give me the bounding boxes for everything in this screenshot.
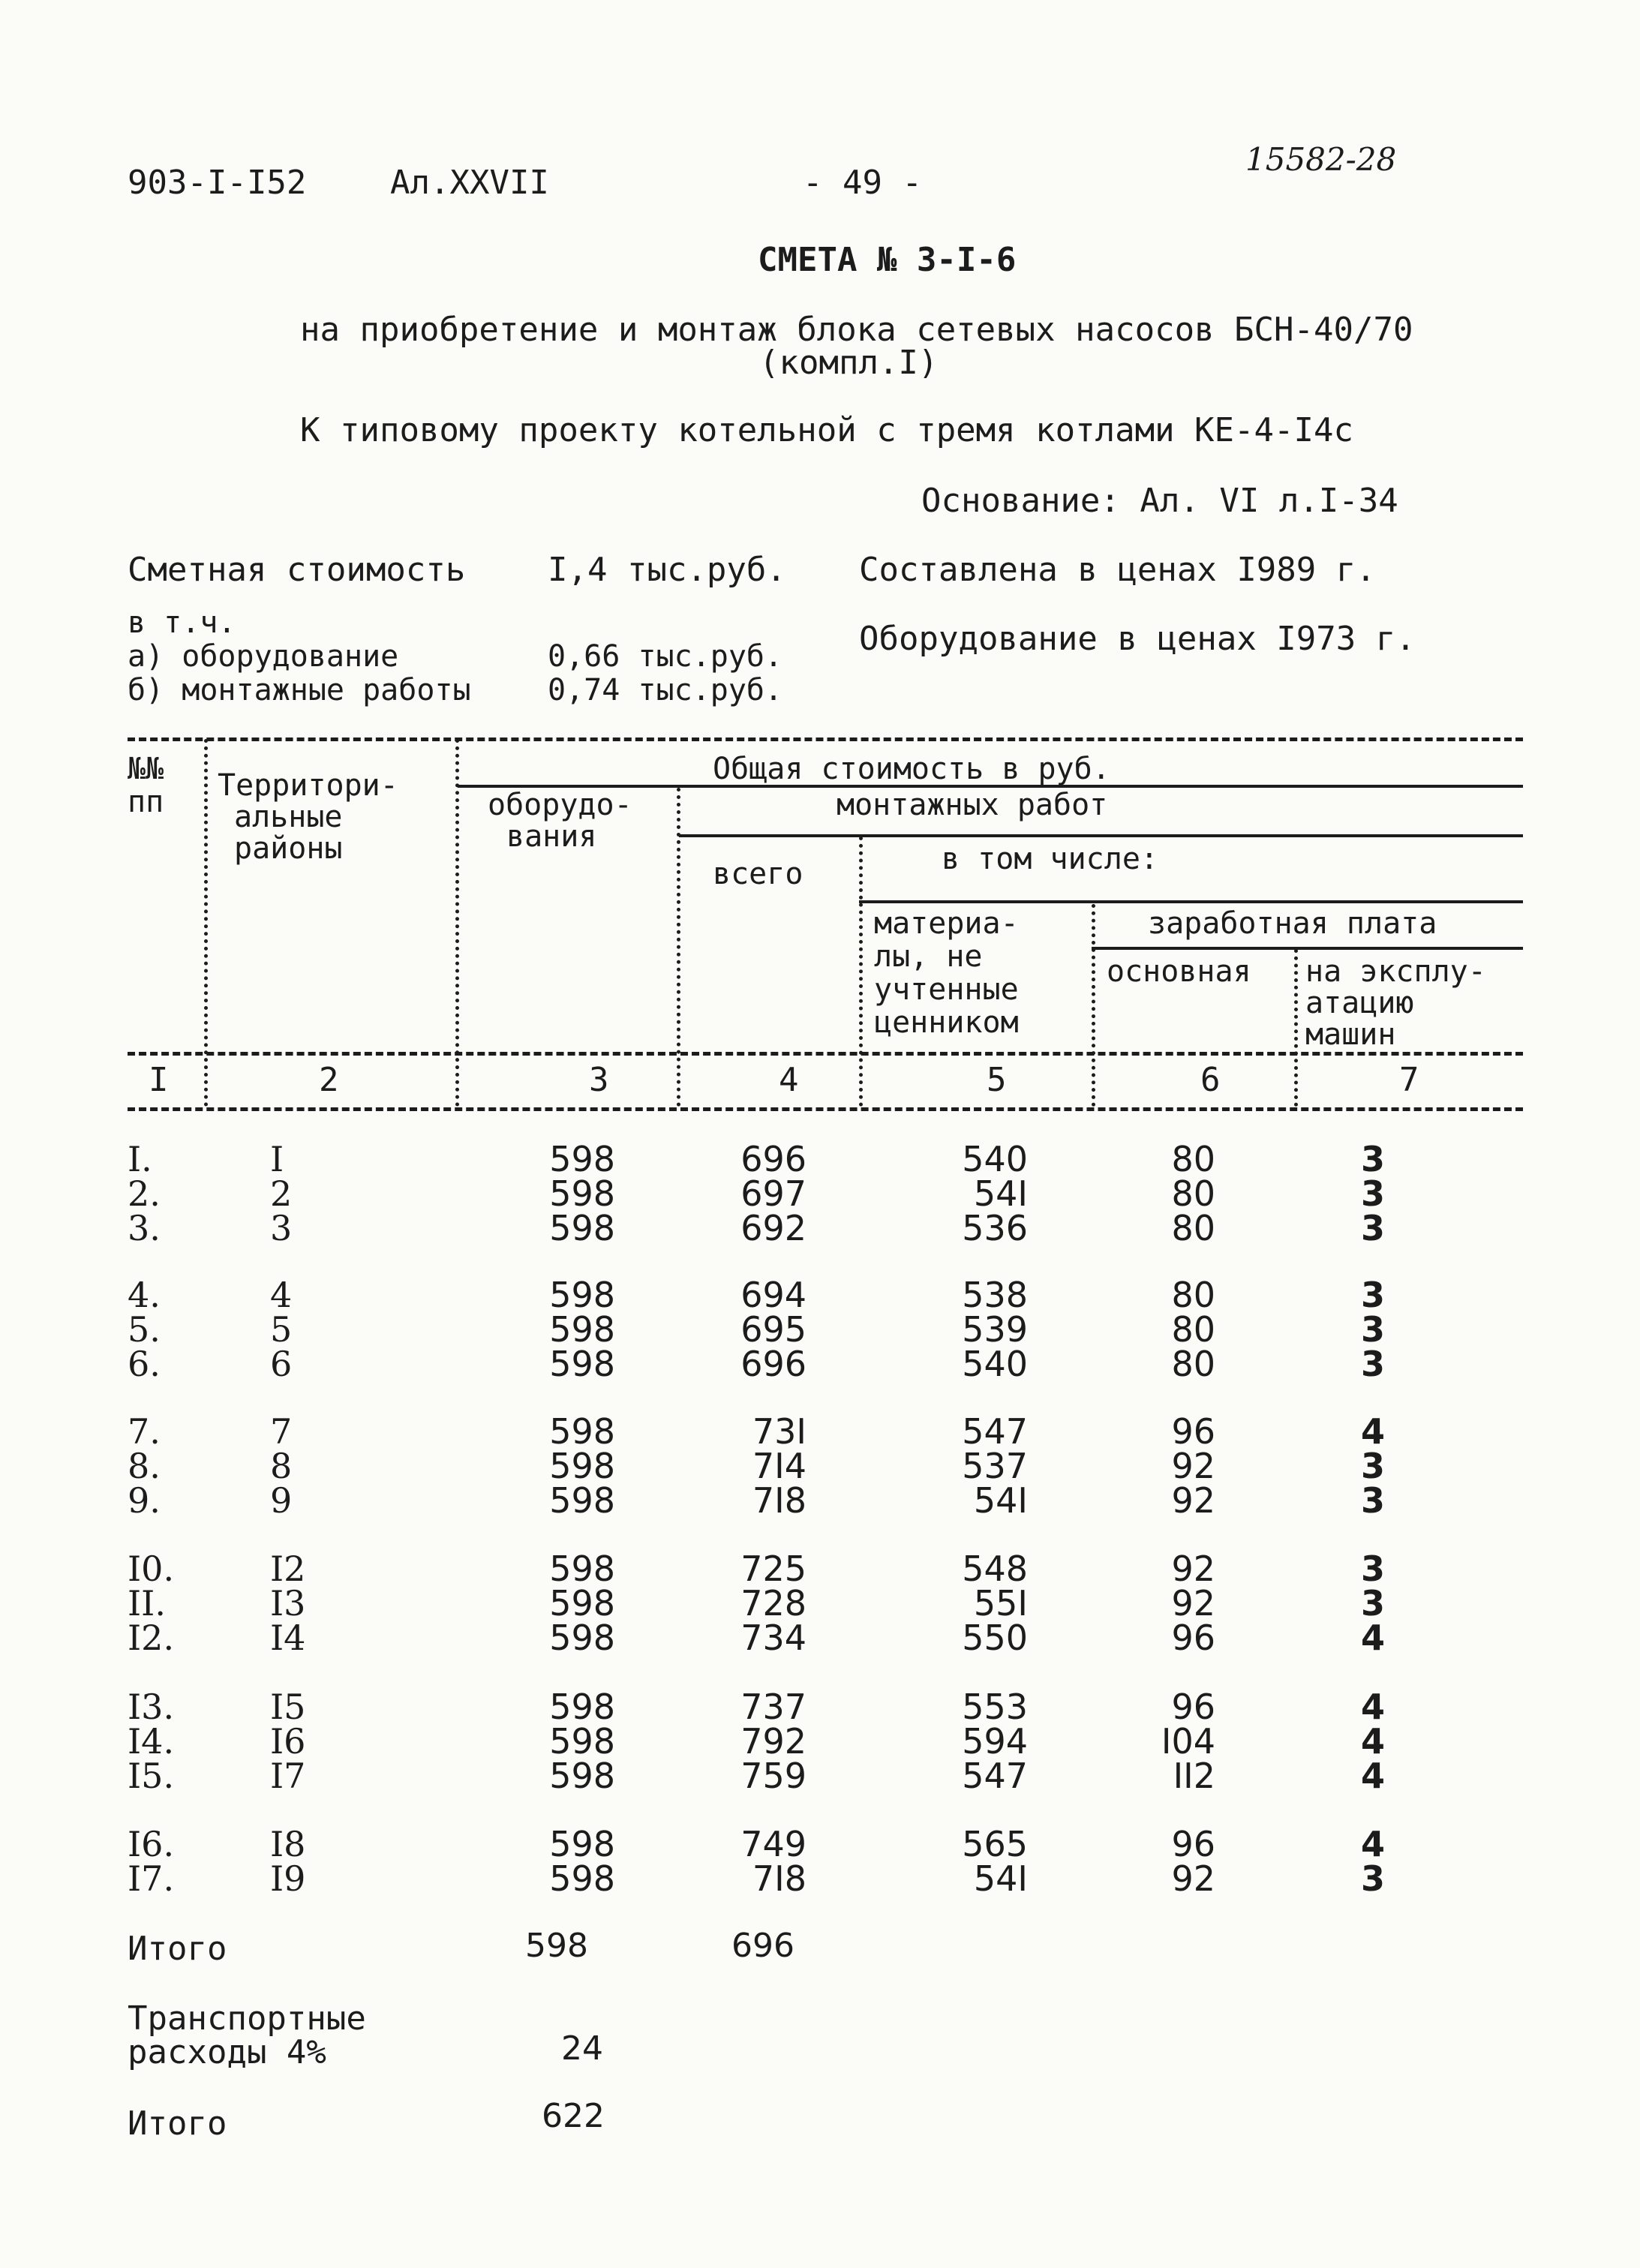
equipment-cost: 598 [549,1139,615,1179]
machine-wage: 4 [1360,1618,1385,1658]
equipment-cost: 598 [549,1344,615,1384]
region-number: 7 [270,1411,293,1452]
machine-wage: 3 [1360,1309,1385,1350]
equipment-value: 0,66 тыс.руб. [548,639,783,674]
region-number: I5 [270,1687,306,1727]
incl-label: в т.ч. [128,605,236,640]
header-num-2: пп [128,785,164,819]
region-number: 4 [270,1275,293,1315]
header-machines-1: на эксплу- [1305,954,1486,989]
install-total: 725 [740,1549,806,1589]
col-number-3: 3 [589,1061,609,1099]
region-number: I3 [270,1583,306,1624]
basic-wage: 80 [1171,1309,1215,1350]
install-total: 696 [740,1344,806,1384]
materials-cost: 540 [962,1344,1028,1384]
region-number: 9 [270,1480,293,1521]
basic-wage: 80 [1171,1139,1215,1179]
basic-wage: 92 [1171,1549,1215,1589]
machine-wage: 3 [1360,1480,1385,1521]
divider-all [859,837,863,1107]
header-equipment-2: вания [506,819,597,854]
install-total: 7I4 [752,1446,806,1486]
table-top-rule [128,737,1523,741]
materials-cost: 54I [973,1173,1028,1214]
region-number: I4 [270,1618,306,1658]
materials-cost: 547 [962,1411,1028,1452]
basic-wage: 92 [1171,1858,1215,1899]
basic-wage: 80 [1171,1275,1215,1315]
materials-cost: 54I [973,1858,1028,1899]
transport-label-1: Транспортные [128,1999,366,2038]
subtitle-line-1: на приобретение и монтаж блока сетевых насосов БСН-40/70 [300,311,1413,349]
basic-wage: 96 [1171,1824,1215,1864]
header-all: всего [713,857,803,891]
row-number: I3. [128,1687,175,1727]
column-numbers-rule [128,1107,1523,1111]
materials-cost: 548 [962,1549,1028,1589]
install-total: 7I8 [752,1480,806,1521]
install-total: 697 [740,1173,806,1214]
header-materials-3: учтенные [874,972,1019,1007]
header-incl: в том числе: [942,842,1158,876]
install-total: 759 [740,1756,806,1796]
basic-wage: 80 [1171,1208,1215,1248]
col-number-4: 4 [779,1061,799,1099]
materials-cost: 54I [973,1480,1028,1521]
region-number: 8 [270,1446,293,1486]
itogo-equipment-value: 598 [525,1927,588,1965]
machine-wage: 4 [1360,1721,1385,1762]
col-number-5: 5 [987,1061,1007,1099]
header-region-2: альные [234,800,343,834]
install-total: 7I8 [752,1858,806,1899]
region-number: 6 [270,1344,293,1384]
row-number: 6. [128,1344,161,1384]
install-total: 696 [740,1139,806,1179]
install-total: 734 [740,1618,806,1658]
install-total: 73I [752,1411,806,1452]
incl-rule [859,900,1523,903]
install-total: 737 [740,1687,806,1727]
machine-wage: 3 [1360,1446,1385,1486]
machine-wage: 3 [1360,1583,1385,1624]
album-label: Ал.XXVII [390,164,549,202]
header-wages: заработная плата [1148,906,1437,941]
page-number: - 49 - [803,164,922,202]
divider-region [455,739,459,1107]
basic-wage: 96 [1171,1618,1215,1658]
header-basic: основная [1107,954,1251,989]
document-stamp-number: 15582-28 [1245,141,1397,178]
machine-wage: 4 [1360,1687,1385,1727]
machine-wage: 3 [1360,1208,1385,1248]
itogo-label-2: Итого [128,2104,227,2143]
install-total: 694 [740,1275,806,1315]
document-code: 903-I-I52 [128,164,307,202]
materials-cost: 540 [962,1139,1028,1179]
row-number: I5. [128,1756,175,1796]
header-equipment-1: оборудо- [488,788,632,822]
col-number-2: 2 [319,1061,339,1099]
row-number: 2. [128,1173,161,1214]
materials-cost: 547 [962,1756,1028,1796]
machine-wage: 4 [1360,1824,1385,1864]
equipment-label: а) оборудование [128,639,399,674]
col-number-1: I [149,1061,169,1099]
row-number: I. [128,1139,152,1179]
divider-equipment [677,788,680,1107]
basic-wage: 80 [1171,1344,1215,1384]
equipment-prices-note: Оборудование в ценах I973 г. [859,620,1416,658]
machine-wage: 4 [1360,1756,1385,1796]
equipment-cost: 598 [549,1687,615,1727]
region-number: I9 [270,1858,306,1899]
materials-cost: 594 [962,1721,1028,1762]
install-works-rule [679,834,1523,837]
estimated-cost-label: Сметная стоимость [128,551,466,589]
row-number: 4. [128,1275,161,1315]
row-number: I6. [128,1824,175,1864]
basic-wage: 96 [1171,1687,1215,1727]
header-region-1: Территори- [218,768,398,803]
materials-cost: 565 [962,1824,1028,1864]
region-number: I7 [270,1756,306,1796]
equipment-cost: 598 [549,1824,615,1864]
machine-wage: 3 [1360,1173,1385,1214]
header-materials-2: лы, не [874,939,983,974]
equipment-cost: 598 [549,1583,615,1624]
basic-wage: 80 [1171,1173,1215,1214]
materials-cost: 537 [962,1446,1028,1486]
equipment-cost: 598 [549,1549,615,1589]
subtitle-line-3: К типовому проекту котельной с тремя котлами КЕ-4-I4с [300,411,1353,449]
header-materials-4: ценником [874,1005,1019,1040]
equipment-cost: 598 [549,1173,615,1214]
region-number: 3 [270,1208,293,1248]
header-install-works: монтажных работ [837,788,1108,822]
divider-materials [1092,904,1095,1107]
equipment-cost: 598 [549,1208,615,1248]
row-number: I2. [128,1618,175,1658]
itogo-install-value: 696 [731,1927,794,1965]
machine-wage: 3 [1360,1275,1385,1315]
install-works-value: 0,74 тыс.руб. [548,673,783,707]
header-machines-2: атацию [1305,986,1414,1020]
install-total: 692 [740,1208,806,1248]
materials-cost: 539 [962,1309,1028,1350]
machine-wage: 3 [1360,1858,1385,1899]
machine-wage: 3 [1360,1549,1385,1589]
install-total: 695 [740,1309,806,1350]
basic-wage: II2 [1173,1756,1215,1796]
basic-wage: I04 [1161,1721,1215,1762]
row-number: 5. [128,1309,161,1350]
equipment-cost: 598 [549,1756,615,1796]
header-total-cost: Общая стоимость в руб. [713,752,1110,786]
row-number: I4. [128,1721,175,1762]
estimated-cost-value: I,4 тыс.руб. [548,551,786,589]
estimate-title: СМЕТА № 3-I-6 [758,241,1017,279]
equipment-cost: 598 [549,1309,615,1350]
transport-value: 24 [561,2029,603,2068]
header-region-3: районы [234,831,343,866]
divider-basic [1294,949,1298,1107]
install-total: 792 [740,1721,806,1762]
region-number: I2 [270,1549,306,1589]
equipment-cost: 598 [549,1446,615,1486]
equipment-cost: 598 [549,1480,615,1521]
install-total: 749 [740,1824,806,1864]
equipment-cost: 598 [549,1858,615,1899]
col-number-7: 7 [1399,1061,1419,1099]
row-number: 7. [128,1411,161,1452]
region-number: I8 [270,1824,306,1864]
header-machines-3: машин [1305,1017,1396,1052]
install-works-label: б) монтажные работы [128,673,471,707]
divider-num [204,739,208,1107]
machine-wage: 3 [1360,1344,1385,1384]
equipment-cost: 598 [549,1618,615,1658]
materials-cost: 550 [962,1618,1028,1658]
header-materials-1: материа- [874,906,1019,941]
machine-wage: 3 [1360,1139,1385,1179]
row-number: I7. [128,1858,175,1899]
basic-wage: 92 [1171,1480,1215,1521]
subtitle-line-2: (компл.I) [759,344,939,382]
materials-cost: 55I [973,1583,1028,1624]
materials-cost: 536 [962,1208,1028,1248]
basis-reference: Основание: Ал. VI л.I-34 [921,482,1398,520]
materials-cost: 538 [962,1275,1028,1315]
row-number: II. [128,1583,166,1624]
equipment-cost: 598 [549,1275,615,1315]
equipment-cost: 598 [549,1411,615,1452]
basic-wage: 92 [1171,1583,1215,1624]
itogo-total-value: 622 [542,2097,605,2135]
transport-label-2: расходы 4% [128,2033,326,2071]
row-number: 9. [128,1480,161,1521]
region-number: I [270,1139,284,1179]
row-number: 8. [128,1446,161,1486]
header-num-1: №№ [128,752,164,786]
region-number: 5 [270,1309,293,1350]
basic-wage: 96 [1171,1411,1215,1452]
region-number: I6 [270,1721,306,1762]
itogo-label-1: Итого [128,1930,227,1968]
col-number-6: 6 [1200,1061,1221,1099]
wages-rule [1092,947,1523,950]
compiled-prices-note: Составлена в ценах I989 г. [859,551,1376,589]
row-number: I0. [128,1549,175,1589]
basic-wage: 92 [1171,1446,1215,1486]
header-bottom-rule [128,1052,1523,1056]
region-number: 2 [270,1173,293,1214]
materials-cost: 553 [962,1687,1028,1727]
equipment-cost: 598 [549,1721,615,1762]
install-total: 728 [740,1583,806,1624]
machine-wage: 4 [1360,1411,1385,1452]
row-number: 3. [128,1208,161,1248]
